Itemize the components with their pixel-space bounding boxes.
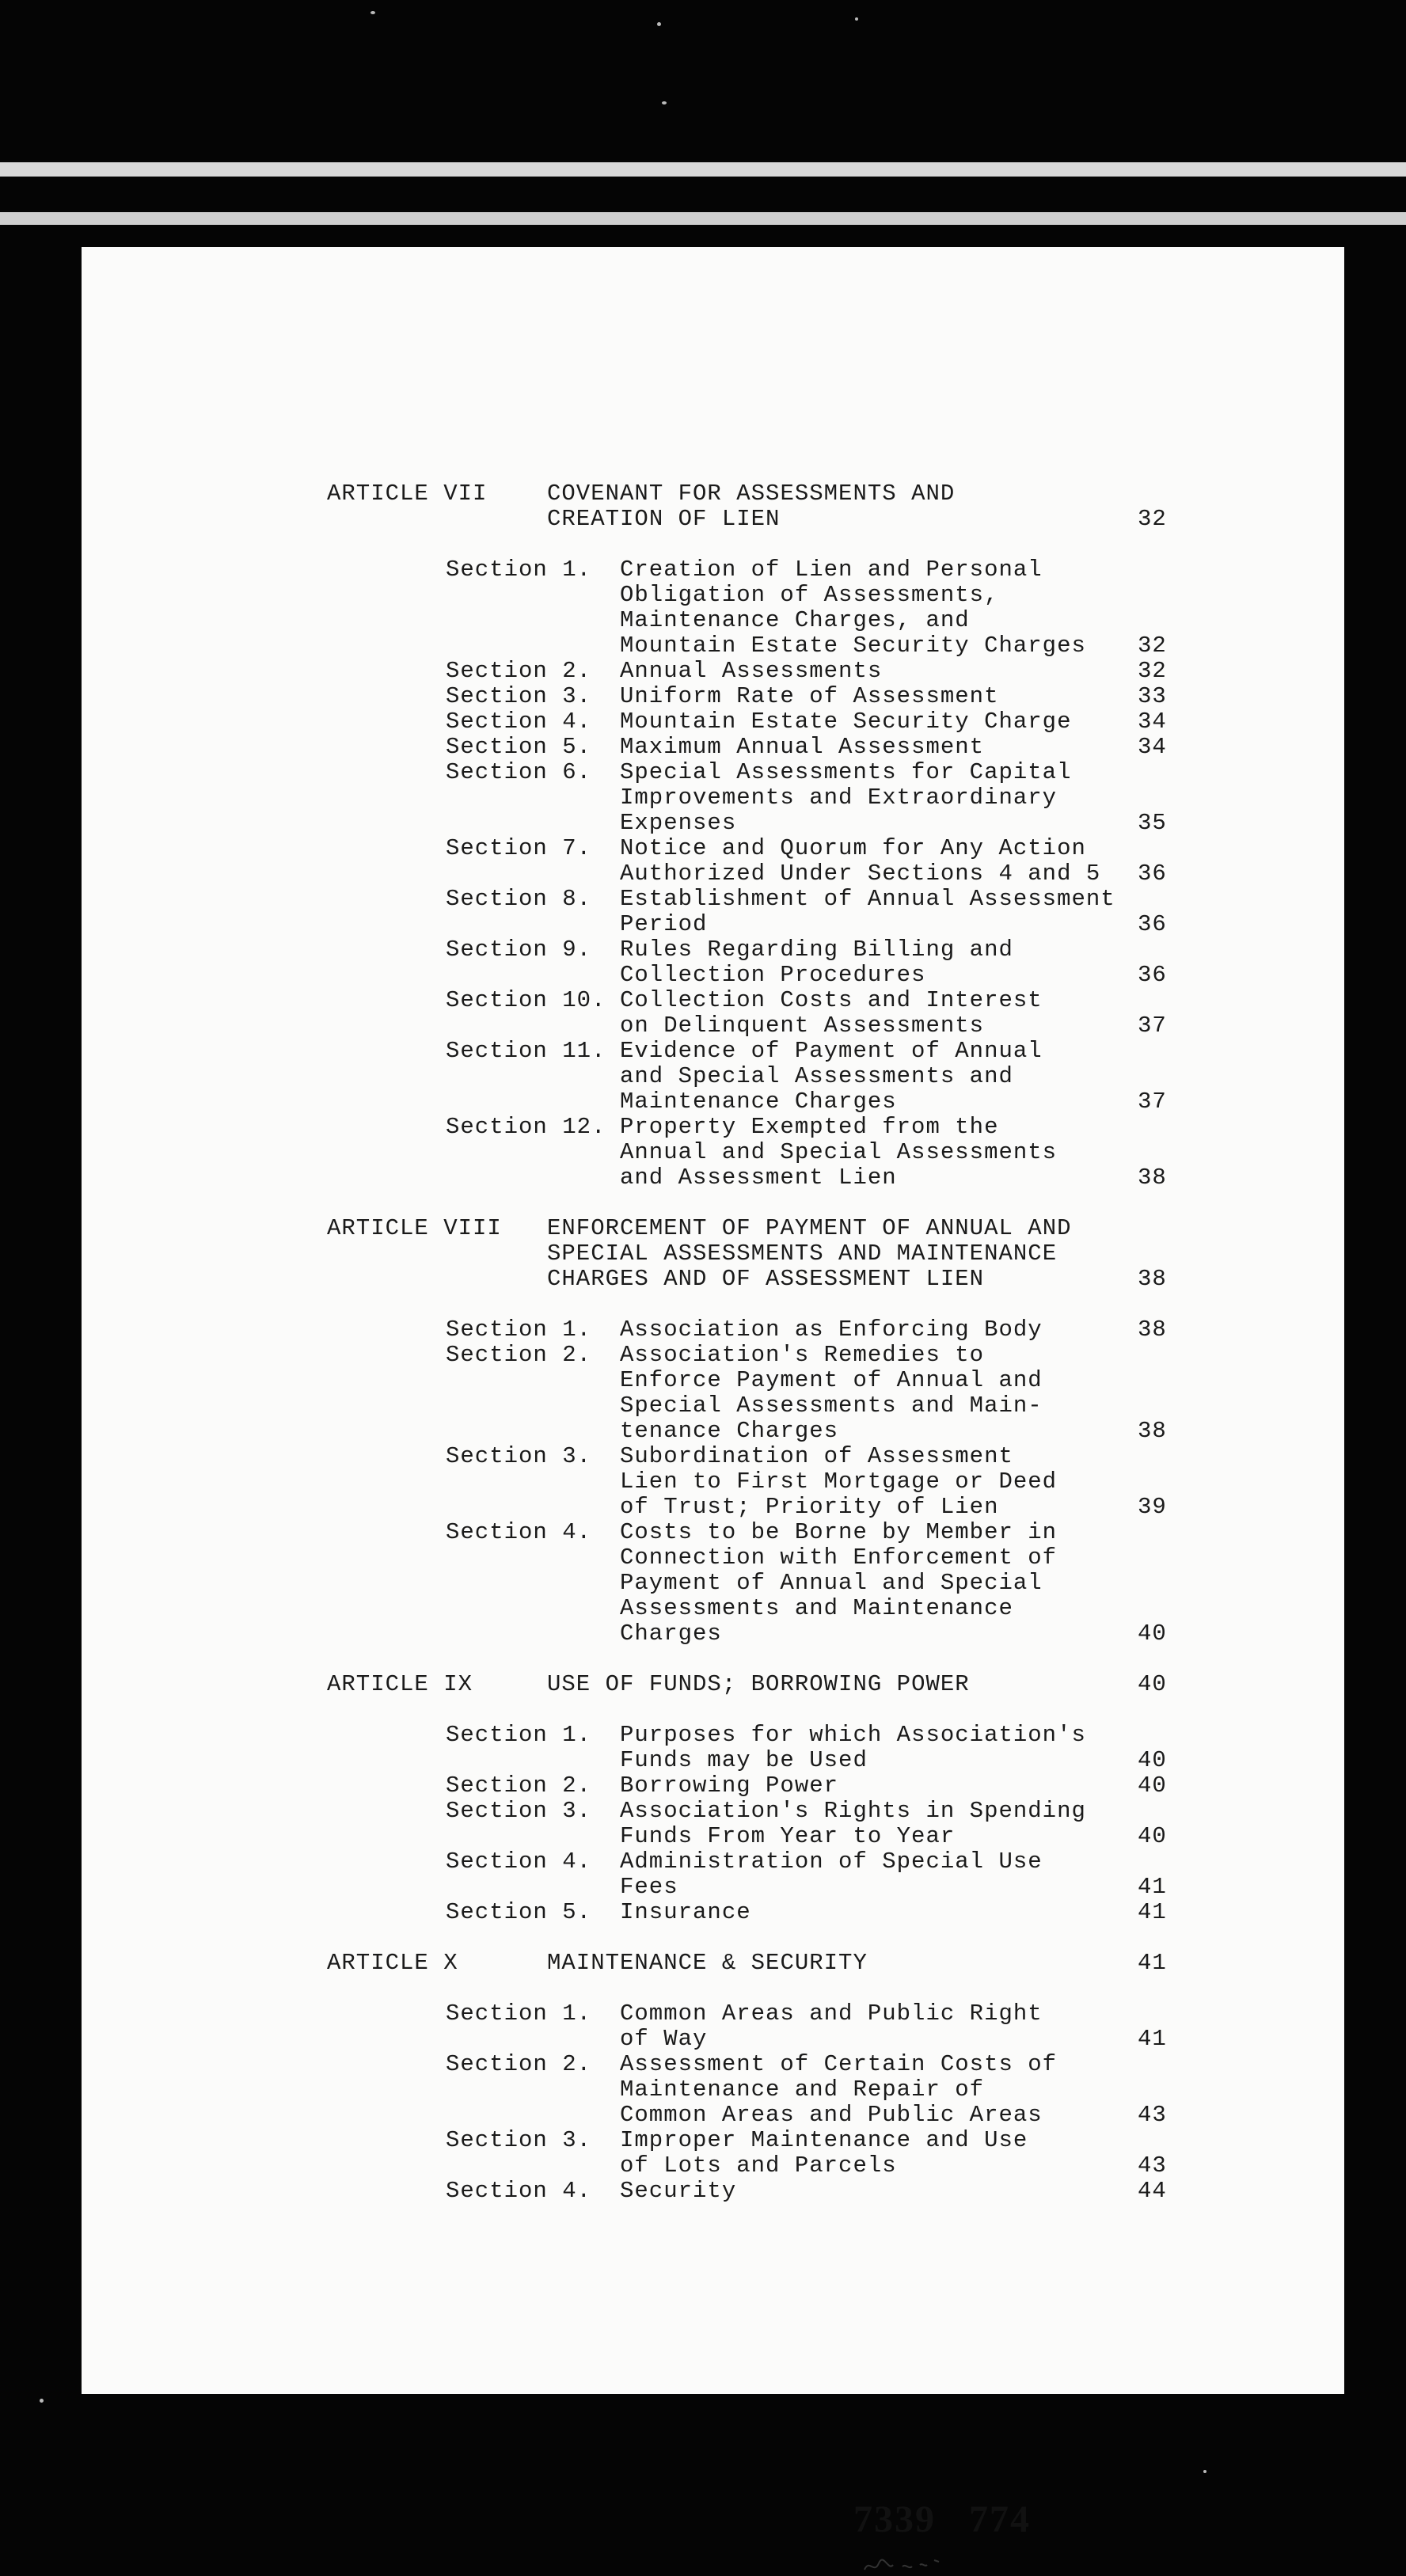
section-label: Section 1. (446, 557, 592, 583)
article-label: ARTICLE X (327, 1950, 458, 1976)
section-title-line: Connection with Enforcement of (620, 1544, 1058, 1571)
section-title-line: Collection Costs and Interest (620, 987, 1043, 1013)
section-title-line: Assessment of Certain Costs of (620, 2051, 1058, 2077)
article-title-line: USE OF FUNDS; BORROWING POWER (547, 1671, 970, 1697)
section-page-number: 38 (1138, 1316, 1167, 1343)
section-label: Section 3. (446, 683, 592, 709)
table-of-contents (82, 247, 1344, 2394)
section-label: Section 2. (446, 658, 592, 684)
section-title-line: Special Assessments for Capital (620, 759, 1072, 785)
section-title-line: Purposes for which Association's (620, 1722, 1086, 1748)
section-page-number: 34 (1138, 709, 1167, 735)
section-page-number: 40 (1138, 1823, 1167, 1849)
section-title-line: Period (620, 911, 708, 937)
section-title-line: Evidence of Payment of Annual (620, 1038, 1043, 1064)
scan-speck (657, 22, 661, 26)
section-title-line: Creation of Lien and Personal (620, 557, 1043, 583)
section-label: Section 4. (446, 1848, 592, 1875)
scan-speck (40, 2399, 44, 2403)
article-title-line: COVENANT FOR ASSESSMENTS AND (547, 481, 956, 507)
section-label: Section 6. (446, 759, 592, 785)
section-title-line: Uniform Rate of Assessment (620, 683, 999, 709)
section-title-line: tenance Charges (620, 1418, 839, 1444)
section-label: Section 11. (446, 1038, 606, 1064)
section-title-line: Maintenance and Repair of (620, 2076, 985, 2103)
section-page-number: 38 (1138, 1418, 1167, 1444)
section-page-number: 33 (1138, 683, 1167, 709)
section-page-number: 39 (1138, 1494, 1167, 1520)
section-title-line: and Special Assessments and (620, 1063, 1013, 1089)
section-title-line: Funds may be Used (620, 1747, 868, 1773)
section-label: Section 7. (446, 835, 592, 861)
section-title-line: Assessments and Maintenance (620, 1595, 1013, 1621)
section-title-line: Property Exempted from the (620, 1114, 999, 1140)
section-title-line: Association as Enforcing Body (620, 1316, 1043, 1343)
section-title-line: on Delinquent Assessments (620, 1013, 985, 1039)
section-title-line: Collection Procedures (620, 962, 926, 988)
section-label: Section 5. (446, 734, 592, 760)
article-title-line: CREATION OF LIEN (547, 506, 781, 532)
article-title-line: CHARGES AND OF ASSESSMENT LIEN (547, 1266, 985, 1292)
article-title-line: SPECIAL ASSESSMENTS AND MAINTENANCE (547, 1241, 1058, 1267)
section-title-line: Subordination of Assessment (620, 1443, 1013, 1469)
section-title-line: Security (620, 2178, 737, 2204)
section-title-line: of Way (620, 2026, 708, 2052)
section-page-number: 32 (1138, 658, 1167, 684)
section-label: Section 1. (446, 1316, 592, 1343)
section-page-number: 36 (1138, 861, 1167, 887)
section-title-line: Payment of Annual and Special (620, 1570, 1043, 1596)
section-title-line: Maximum Annual Assessment (620, 734, 985, 760)
handwritten-mark (861, 2552, 948, 2576)
section-page-number: 41 (1138, 1899, 1167, 1925)
section-title-line: Charges (620, 1620, 722, 1647)
section-page-number: 36 (1138, 962, 1167, 988)
article-label: ARTICLE IX (327, 1671, 473, 1697)
section-title-line: Maintenance Charges, and (620, 607, 970, 633)
article-title-line: ENFORCEMENT OF PAYMENT OF ANNUAL AND (547, 1215, 1072, 1241)
section-label: Section 3. (446, 1443, 592, 1469)
section-page-number: 37 (1138, 1089, 1167, 1115)
section-label: Section 12. (446, 1114, 606, 1140)
scan-speck (662, 101, 667, 104)
article-page-number: 38 (1138, 1266, 1167, 1292)
section-label: Section 8. (446, 886, 592, 912)
article-page-number: 41 (1138, 1950, 1167, 1976)
scan-border-band (0, 162, 1406, 177)
section-label: Section 9. (446, 937, 592, 963)
section-title-line: and Assessment Lien (620, 1165, 897, 1191)
document-page (82, 247, 1344, 2540)
section-page-number: 41 (1138, 2026, 1167, 2052)
section-title-line: Obligation of Assessments, (620, 582, 999, 608)
section-title-line: Authorized Under Sections 4 and 5 (620, 861, 1101, 887)
section-label: Section 2. (446, 2051, 592, 2077)
section-title-line: Establishment of Annual Assessment (620, 886, 1115, 912)
section-title-line: Annual Assessments (620, 658, 883, 684)
scan-speck (1203, 2470, 1206, 2473)
section-page-number: 36 (1138, 911, 1167, 937)
section-title-line: of Trust; Priority of Lien (620, 1494, 999, 1520)
section-title-line: Special Assessments and Main- (620, 1392, 1043, 1419)
section-title-line: Improvements and Extraordinary (620, 785, 1058, 811)
section-label: Section 3. (446, 2127, 592, 2153)
scan-speck (855, 17, 858, 21)
section-title-line: Notice and Quorum for Any Action (620, 835, 1086, 861)
section-label: Section 4. (446, 709, 592, 735)
section-title-line: Common Areas and Public Areas (620, 2102, 1043, 2128)
section-title-line: of Lots and Parcels (620, 2152, 897, 2179)
section-label: Section 5. (446, 1899, 592, 1925)
section-title-line: Improper Maintenance and Use (620, 2127, 1028, 2153)
section-title-line: Costs to be Borne by Member in (620, 1519, 1058, 1545)
section-label: Section 1. (446, 2000, 592, 2027)
article-label: ARTICLE VIII (327, 1215, 502, 1241)
section-title-line: Insurance (620, 1899, 751, 1925)
section-page-number: 34 (1138, 734, 1167, 760)
section-page-number: 35 (1138, 810, 1167, 836)
section-title-line: Common Areas and Public Right (620, 2000, 1043, 2027)
section-label: Section 4. (446, 2178, 592, 2204)
section-title-line: Fees (620, 1874, 678, 1900)
section-title-line: Administration of Special Use (620, 1848, 1043, 1875)
section-label: Section 1. (446, 1722, 592, 1748)
section-page-number: 38 (1138, 1165, 1167, 1191)
section-title-line: Association's Remedies to (620, 1342, 985, 1368)
section-page-number: 43 (1138, 2152, 1167, 2179)
scan-border-band (0, 212, 1406, 225)
section-title-line: Annual and Special Assessments (620, 1139, 1058, 1165)
section-title-line: Association's Rights in Spending (620, 1798, 1086, 1824)
article-page-number: 32 (1138, 506, 1167, 532)
section-title-line: Mountain Estate Security Charge (620, 709, 1072, 735)
document-stamp-number: 7339 774 (853, 2498, 1031, 2540)
article-label: ARTICLE VII (327, 481, 488, 507)
section-label: Section 10. (446, 987, 606, 1013)
section-page-number: 40 (1138, 1772, 1167, 1799)
section-page-number: 32 (1138, 633, 1167, 659)
section-title-line: Maintenance Charges (620, 1089, 897, 1115)
section-page-number: 37 (1138, 1013, 1167, 1039)
section-title-line: Borrowing Power (620, 1772, 839, 1799)
section-page-number: 40 (1138, 1747, 1167, 1773)
section-page-number: 41 (1138, 1874, 1167, 1900)
section-label: Section 2. (446, 1772, 592, 1799)
section-title-line: Funds From Year to Year (620, 1823, 956, 1849)
article-title-line: MAINTENANCE & SECURITY (547, 1950, 868, 1976)
article-page-number: 40 (1138, 1671, 1167, 1697)
section-title-line: Mountain Estate Security Charges (620, 633, 1086, 659)
section-page-number: 43 (1138, 2102, 1167, 2128)
scan-speck (370, 11, 375, 14)
section-page-number: 40 (1138, 1620, 1167, 1647)
section-label: Section 4. (446, 1519, 592, 1545)
section-label: Section 2. (446, 1342, 592, 1368)
section-title-line: Enforce Payment of Annual and (620, 1367, 1043, 1393)
section-label: Section 3. (446, 1798, 592, 1824)
section-title-line: Expenses (620, 810, 737, 836)
section-page-number: 44 (1138, 2178, 1167, 2204)
section-title-line: Rules Regarding Billing and (620, 937, 1013, 963)
section-title-line: Lien to First Mortgage or Deed (620, 1468, 1058, 1495)
